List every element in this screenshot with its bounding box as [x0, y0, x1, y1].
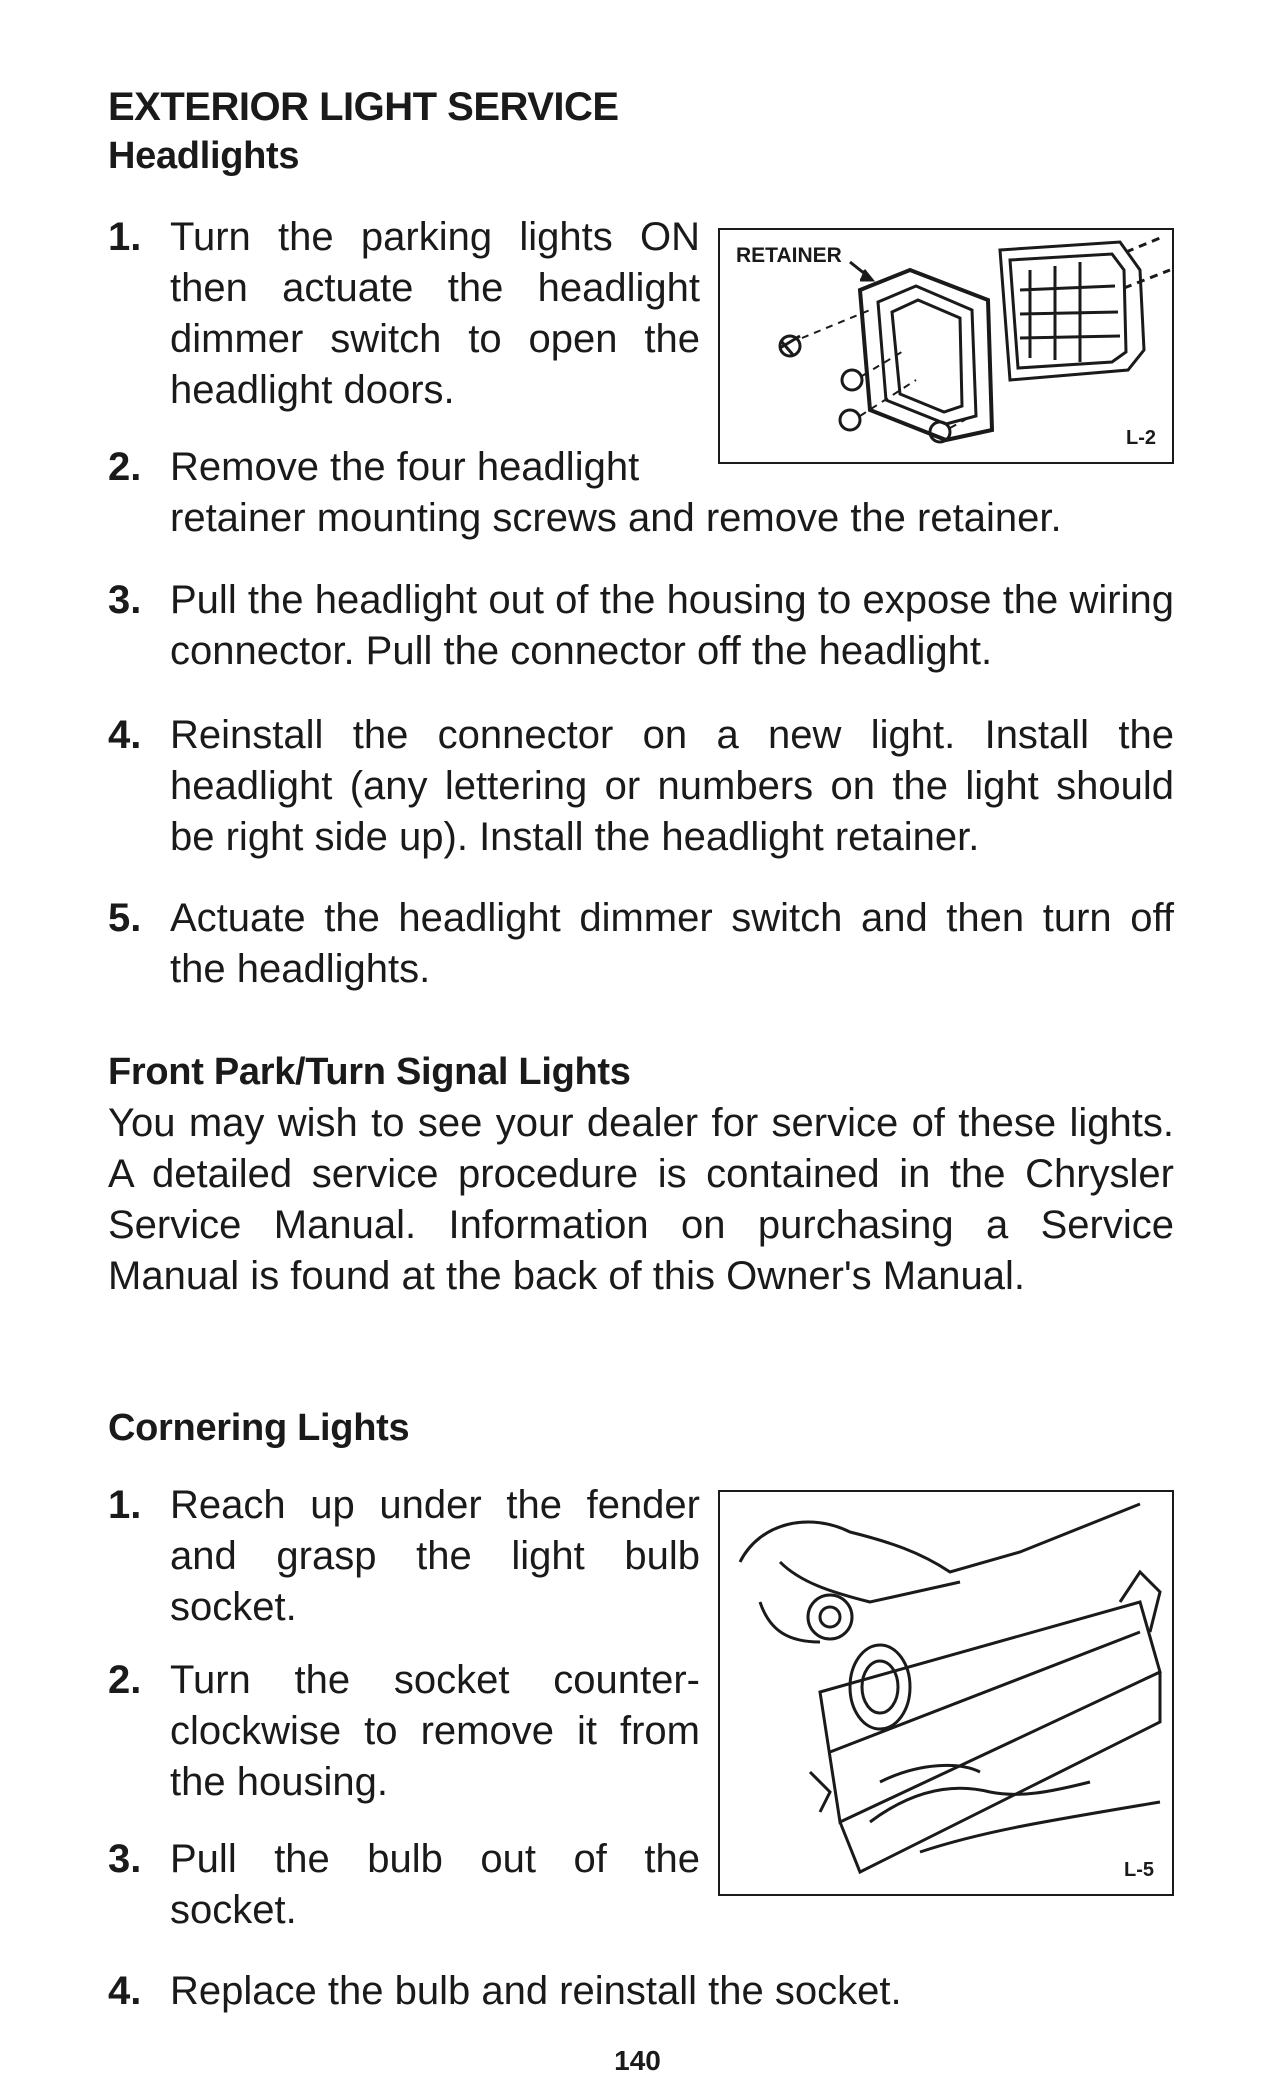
headlight-illustration	[720, 230, 1172, 462]
cornering-step-3-number: 3.	[108, 1837, 142, 1881]
front-park-paragraph: You may wish to see your dealer for service of these lights. A detailed service procedure is contained in the Chrysler Service Manual. Information on purchasing a Service Manual is found at the back of this Owner's Manual.	[108, 1101, 1174, 1298]
headlights-step-5-number: 5.	[108, 896, 142, 940]
cornering-step-1-text: Reach up under the fender and grasp the light bulb socket.	[170, 1483, 700, 1629]
headlights-step-1-number: 1.	[108, 215, 142, 259]
headlight-retainer-figure	[718, 228, 1174, 464]
cornering-step-3-text: Pull the bulb out of the socket.	[170, 1837, 700, 1932]
cornering-step-1-number: 1.	[108, 1483, 142, 1527]
cornering-step-2-text: Turn the socket counter-clockwise to remove it from the housing.	[170, 1658, 700, 1804]
headlights-step-4-text: Reinstall the connector on a new light. Install the headlight (any lettering or numbers on the light should be right side up). Install the headlight retainer.	[170, 713, 1174, 859]
cornering-step-4-number: 4.	[108, 1969, 142, 2013]
headlights-step-2-number: 2.	[108, 445, 142, 489]
cornering-heading: Cornering Lights	[108, 1407, 410, 1449]
figure-label-l2: L-2	[1126, 427, 1156, 449]
retainer-callout: RETAINER	[736, 244, 842, 267]
headlights-step-2-text: Remove the four headlight	[170, 445, 640, 489]
cornering-step-2-number: 2.	[108, 1658, 142, 1702]
cornering-light-illustration	[720, 1492, 1172, 1894]
headlights-step-1-text: Turn the parking lights ON then actuate the headlight dimmer switch to open the headlight doors.	[170, 215, 700, 412]
headlights-step-3-text: Pull the headlight out of the housing to expose the wiring connector. Pull the connector off the headlight.	[170, 578, 1174, 673]
cornering-bulb-figure	[718, 1490, 1174, 1896]
cornering-step-4-text: Replace the bulb and reinstall the socket.	[170, 1969, 902, 2013]
front-park-heading: Front Park/Turn Signal Lights	[108, 1051, 631, 1093]
headlights-step-5-text: Actuate the headlight dimmer switch and then turn off the headlights.	[170, 896, 1174, 991]
headlights-step-3-number: 3.	[108, 578, 142, 622]
headlights-step-2-continuation: retainer mounting screws and remove the retainer.	[170, 496, 1062, 540]
headlights-heading: Headlights	[108, 135, 300, 177]
section-title: EXTERIOR LIGHT SERVICE	[108, 85, 619, 129]
page-number: 140	[614, 2045, 661, 2076]
figure-label-l5: L-5	[1124, 1859, 1154, 1881]
headlights-step-4-number: 4.	[108, 713, 142, 757]
